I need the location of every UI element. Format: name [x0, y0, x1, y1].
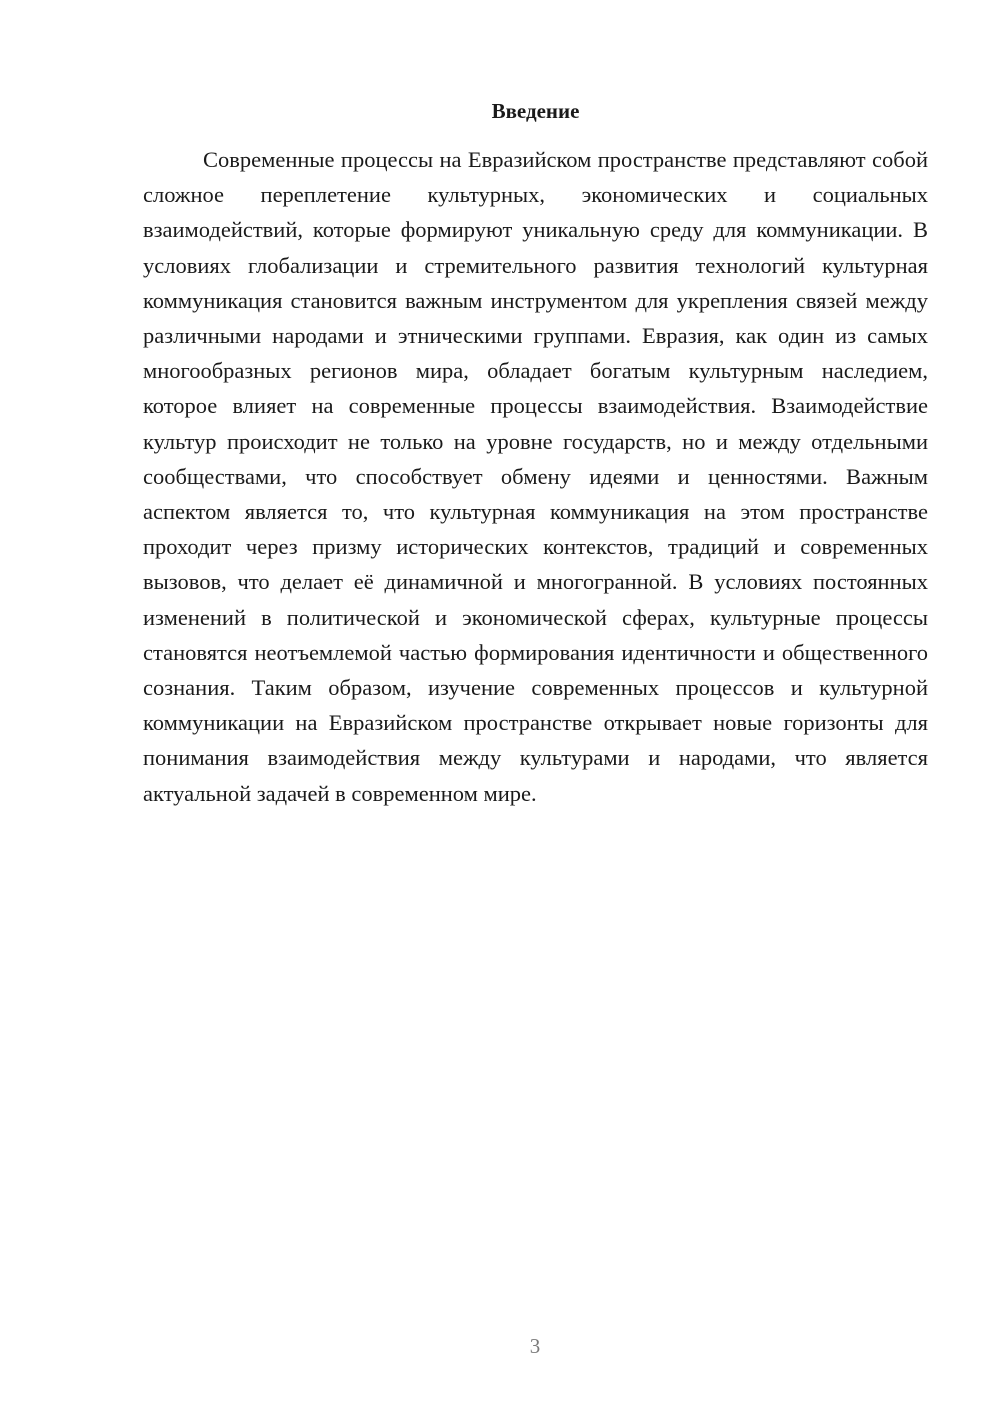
introduction-paragraph: Современные процессы на Евразийском пространстве представляют собой сложное переплетение культурных, экономических и социальных взаимодействий, которые формируют уникальную среду для коммуникации. В условиях глобализации и стремительного развития технологий культурная коммуникация становится важным инструментом для укрепления связей между различными народами и этническими группами. Евразия, как один из самых многообразных регионов мира, обладает богатым культурным наследием, которое влияет на современные процессы взаимодействия. Взаимодействие культур происходит не только на уровне государств, но и между отдельными сообществами, что способствует обмену идеями и ценностями. Важным аспектом является то, что культурная коммуникация на этом пространстве проходит через призму исторических контекстов, традиций и современных вызовов, что делает её динамичной и многогранной. В условиях постоянных изменений в политической и экономической сферах, культурные процессы становятся неотъемлемой частью формирования идентичности и общественного сознания. Таким образом, изучение современных процессов и культурной коммуникации на Евразийском пространстве открывает новые горизонты для понимания взаимодействия между культурами и народами, что является актуальной задачей в современном мире.	[143, 147, 928, 806]
page-number: 3	[529, 1334, 541, 1358]
section-heading: Введение	[491, 99, 580, 123]
